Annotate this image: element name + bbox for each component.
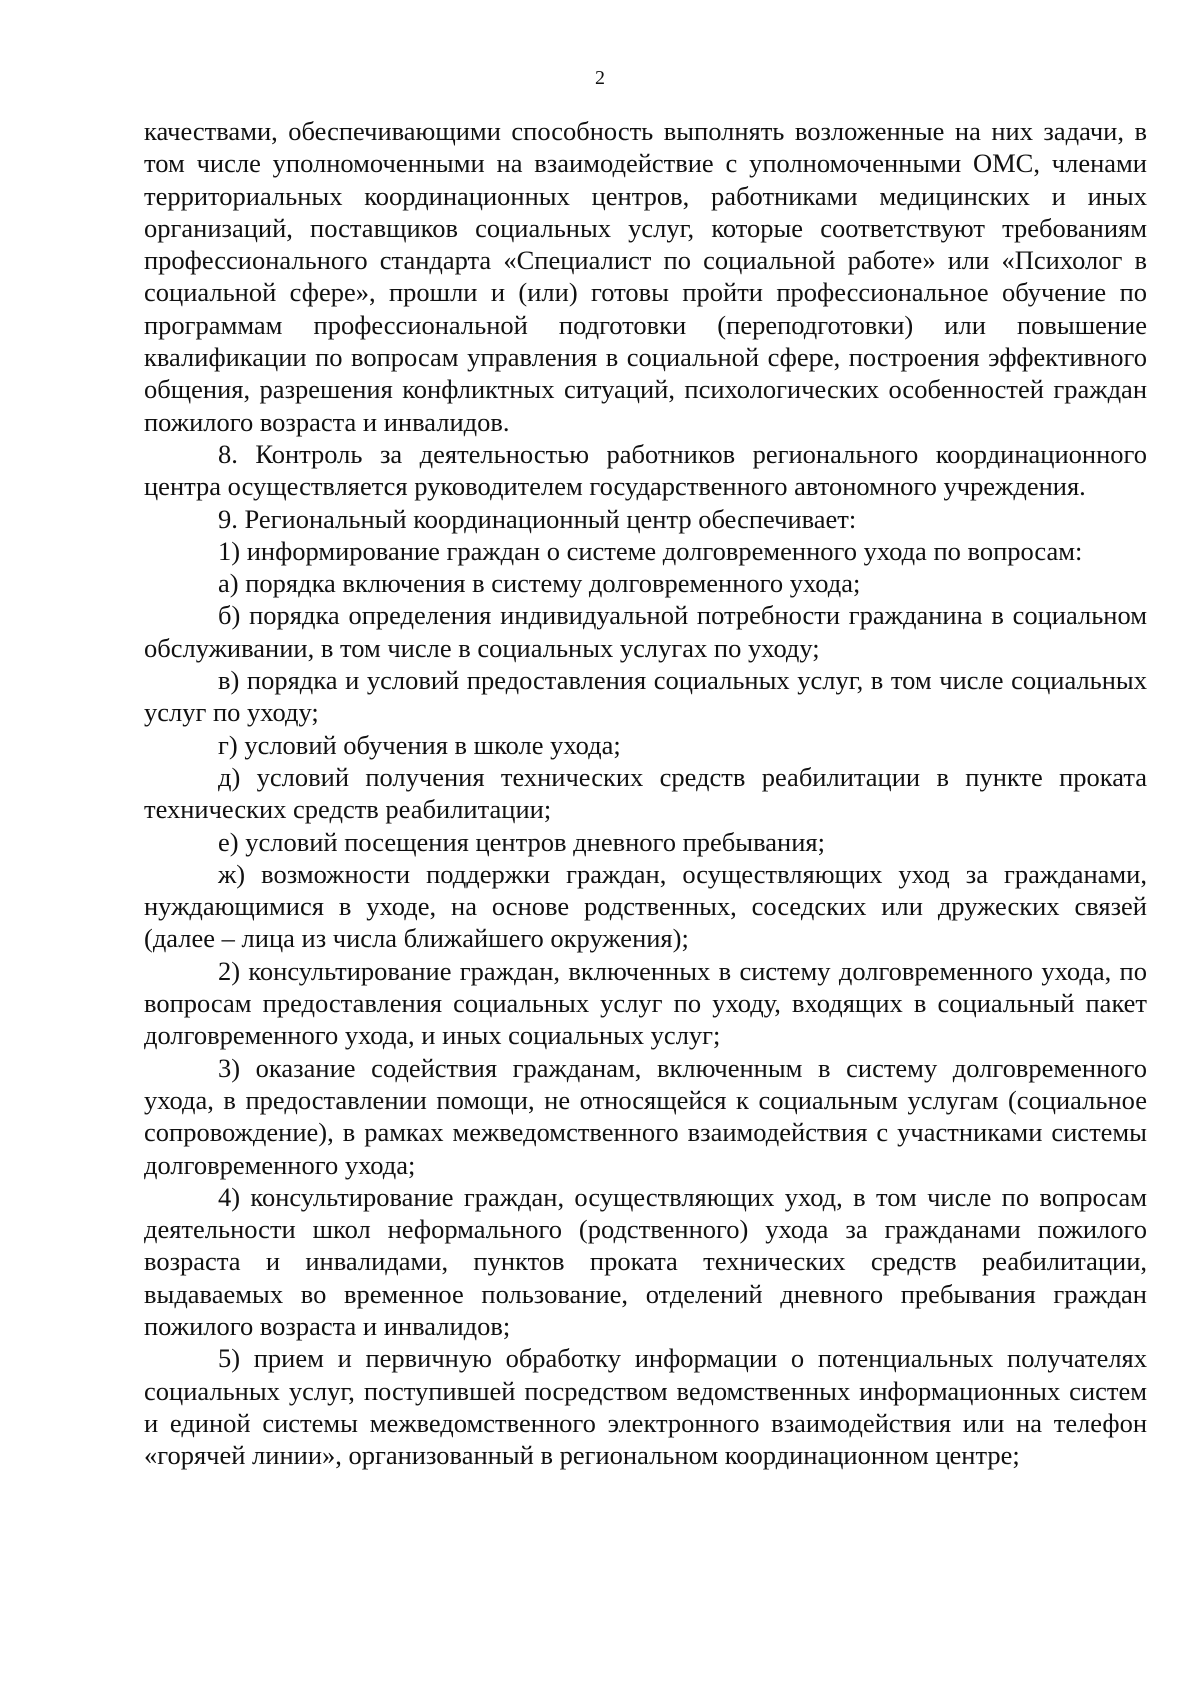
paragraph-subitem-e: е) условий посещения центров дневного пребывания; [218, 826, 825, 857]
paragraph-subitem-d: д) условий получения технических средств реабилитации в пункте проката технических средств реабилитации; [144, 761, 1147, 825]
paragraph-subitem-zh: ж) возможности поддержки граждан, осуществляющих уход за гражданами, нуждающимися в уходе, на основе родственных, соседских или дружеских связей (далее – лица из числа ближайшего окружения); [144, 858, 1147, 954]
paragraph-continuation: качествами, обеспечивающими способность выполнять возложенные на них задачи, в том числе уполномоченными на взаимодействие с уполномоченными ОМС, членами территориальных координационных центров, работниками медицинских и иных организаций, поставщиков социальных услуг, которые соответствуют требованиям профессионального стандарта «Специалист по социальной работе» или «Психолог в социальной сфере», прошли и (или) готовы пройти профессиональное обучение по программам профессиональной подготовки (переподготовки) или повышение квалификации по вопросам управления в социальной сфере, построения эффективного общения, разрешения конфликтных ситуаций, психологических особенностей граждан пожилого возраста и инвалидов. [144, 116, 1147, 437]
paragraph-subitem-4: 4) консультирование граждан, осуществляющих уход, в том числе по вопросам деятельности школ неформального (родственного) ухода за гражданами пожилого возраста и инвалидами, пунктов проката технических средств реабилитации, выдаваемых во временное пользование, отделений дневного пребывания граждан пожилого возраста и инвалидов; [144, 1181, 1147, 1341]
paragraph-subitem-a: а) порядка включения в систему долговременного ухода; [218, 568, 861, 599]
paragraph-subitem-2: 2) консультирование граждан, включенных в систему долговременного ухода, по вопросам предоставления социальных услуг по уходу, входящих в социальный пакет долговременного ухода, и иных социальных услуг; [144, 955, 1147, 1051]
paragraph-item-8: 8. Контроль за деятельностью работников регионального координационного центра осуществляется руководителем государственного автономного учреждения. [144, 438, 1147, 502]
paragraph-subitem-v: в) порядка и условий предоставления социальных услуг, в том числе социальных услуг по уходу; [144, 665, 1147, 728]
paragraph-subitem-3: 3) оказание содействия гражданам, включенным в систему долговременного ухода, в предоставлении помощи, не относящейся к социальным услугам (социальное сопровождение), в рамках межведомственного взаимодействия с участниками системы долговременного ухода; [144, 1052, 1147, 1180]
page-number: 2 [595, 67, 605, 89]
document-body [144, 115, 1147, 1471]
paragraph-subitem-g: г) условий обучения в школе ухода; [218, 729, 621, 760]
paragraph-subitem-b: б) порядка определения индивидуальной потребности гражданина в социальном обслуживании, в том числе в социальных услугах по уходу; [144, 600, 1147, 663]
paragraph-subitem-1: 1) информирование граждан о системе долговременного ухода по вопросам: [218, 535, 1083, 566]
paragraph-subitem-5: 5) прием и первичную обработку информации о потенциальных получателях социальных услуг, поступившей посредством ведомственных информационных систем и единой системы межведомственного электронного взаимодействия или на телефон «горячей линии», организованный в региональном координационном центре; [144, 1343, 1147, 1471]
paragraph-item-9: 9. Региональный координационный центр обеспечивает: [218, 503, 857, 534]
